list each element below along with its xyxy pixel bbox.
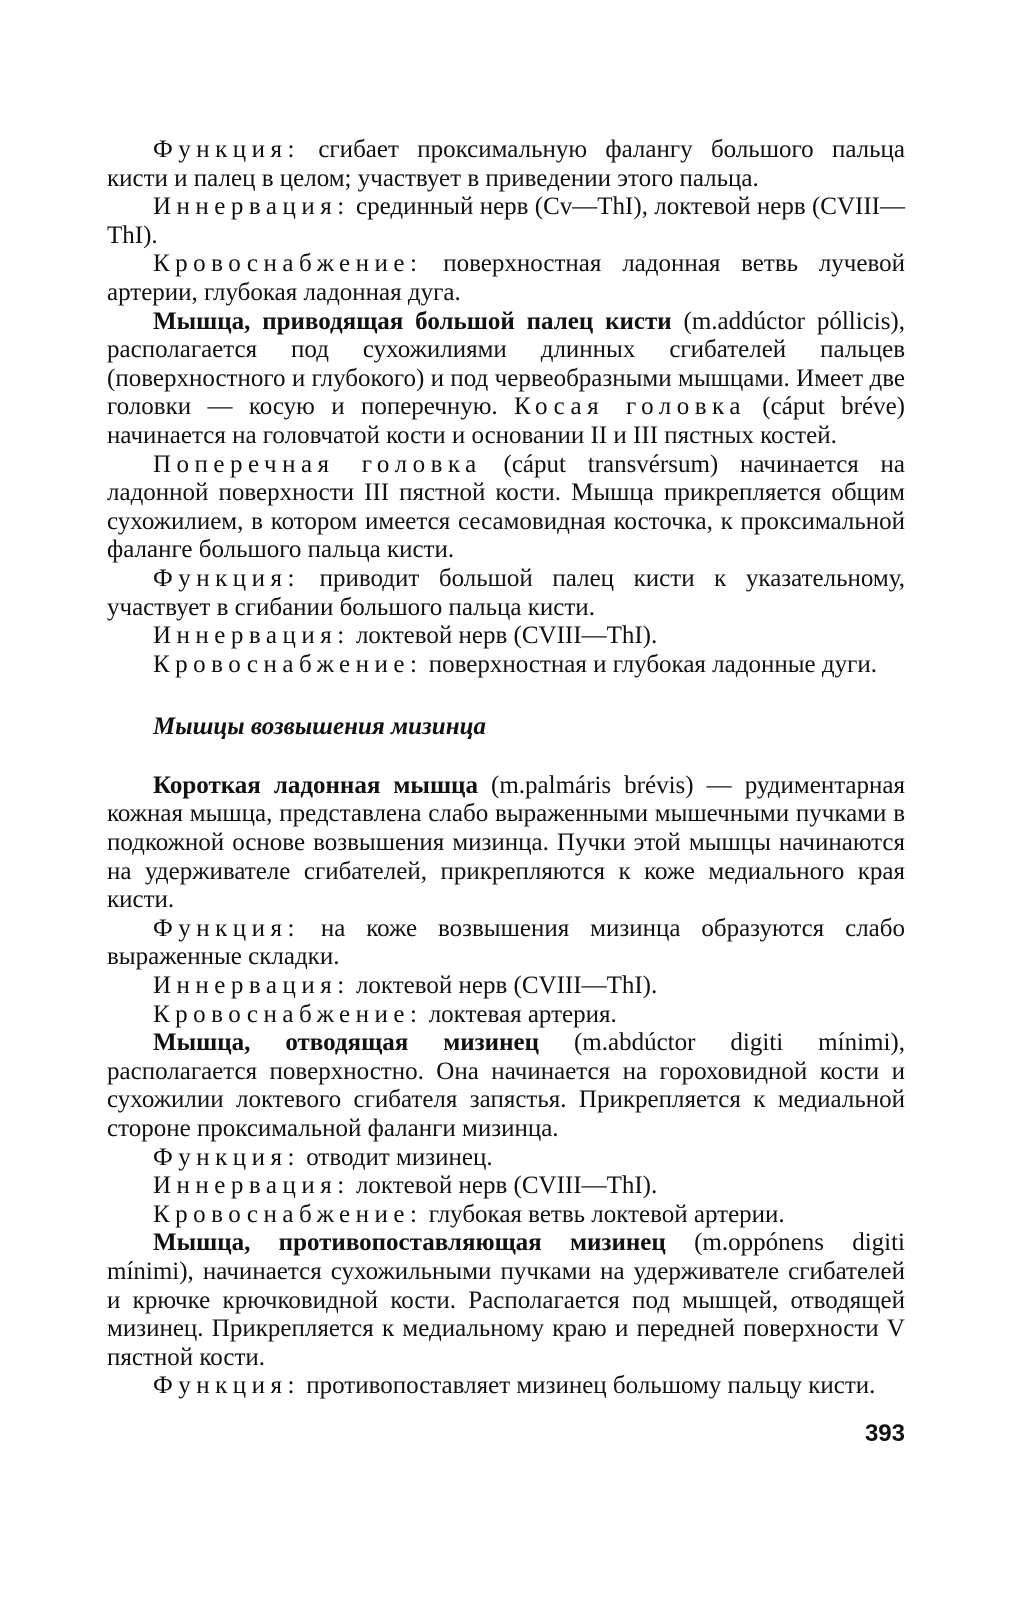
paragraph-text: (m.abdúctor digiti mínimi), располагается поверхностно. Она начинается на гороховидной кости и сухожилии локтевого сгибателя запястья. Прикрепляется к медиальной стороне проксимальной фаланги мизинца. [107,1029,905,1142]
paragraph-text: локтевая артерия. [422,1000,617,1028]
paragraph-text: приводит большой палец кисти к указательному, участвует в сгибании большого пальца кисти. [107,564,905,621]
paragraph-text: локтевой нерв (CVIII—ThI). [349,1172,658,1200]
paragraph-label: Поперечная головка [153,450,482,478]
paragraph-label: Функция: [153,136,300,163]
paragraph-text-continued: (cáput bréve) начинается на головчатой кости и основании II и III пястных костей. [107,393,905,449]
paragraph-label: Функция: [153,1143,300,1171]
muscle-name: Мышца, противопоставляющая мизинец [153,1229,666,1257]
page-number: 393 [864,1420,905,1447]
muscle-name: Мышца, приводящая большой палец кисти [153,307,672,335]
paragraph-text: локтевой нерв (CVIII—ThI). [349,972,658,1000]
paragraph-label: Кровоснабжение: [153,1200,423,1228]
paragraph-text: срединный нерв (Cv—ThI), локтевой нерв (CVIII—ThI). [107,193,905,249]
paragraph-text: (m.palmáris brévis) — рудиментарная кожная мышца, представлена слабо выраженными мышечными пучками в подкожной основе возвышения мизинца. Пучки этой мышцы начинаются на удерживателе сгибателей, прикрепляются к коже медиального края кисти. [107,771,905,914]
paragraph-text: отводит мизинец. [299,1143,493,1171]
paragraph-label: Функция: [153,1372,300,1400]
paragraph-label: Кровоснабжение: [153,1000,423,1028]
paragraph-label: Иннервация: [153,193,350,221]
paragraph-label: Иннервация: [153,1172,350,1200]
paragraph-palmaris-brevis [107,772,905,915]
paragraph-label: Кровоснабжение: [153,650,423,678]
paragraph-text: противопоставляет мизинец большому пальцу кисти. [299,1372,876,1400]
paragraph-function-4 [107,1144,905,1173]
paragraph-label: Функция: [153,564,300,592]
paragraph-text: глубокая ветвь локтевой артерии. [422,1200,785,1228]
paragraph-text: на коже возвышения мизинца образуются слабо выраженные складки. [107,914,905,971]
paragraph-label: Кровоснабжение: [153,250,423,278]
paragraph-text: (cáput transvérsum) начинается на ладонной поверхности III пястной кости. Мышца прикрепляется общим сухожилием, в котором имеется сесамовидная косточка, к проксимальной фаланге большого пальца кисти. [107,450,906,564]
paragraph-label: Функция: [153,914,300,942]
paragraph-text: (m.addúctor póllicis), располагается под сухожилиями длинных сгибателей пальцев (поверхностного и глубокого) и под червеобразными мышцами. Имеет две головки — косую и поперечную. [107,307,906,421]
paragraph-text: поверхностная ладонная ветвь лучевой артерии, глубокая ладонная дуга. [107,250,905,306]
paragraph-blood-supply-2 [107,651,905,680]
paragraph-blood-supply-4 [107,1201,905,1230]
paragraph-blood-supply-3 [107,1001,905,1030]
paragraph-label: Иннервация: [153,972,350,1000]
paragraph-blood-supply-1 [107,250,905,307]
paragraph-function-1 [107,136,905,193]
paragraph-innervation-3 [107,972,905,1001]
paragraph-text: (m.oppónens digiti mínimi), начинается сухожильными пучками на удерживателе сгибателей и крючке крючковидной кости. Располагается под мышцей, отводящей мизинец. Прикрепляется к медиальному краю и передней поверхности V пястной кости. [107,1229,905,1371]
paragraph-spaced-term: Косая головка [514,393,746,421]
paragraph-opponens-digiti-minimi [107,1229,905,1372]
section-heading: Мышцы возвышения мизинца [153,713,486,741]
paragraph-function-2 [107,565,905,622]
paragraph-text: сгибает проксимальную фалангу большого пальца кисти и палец в целом; участвует в приведении этого пальца. [107,136,905,192]
paragraph-text: поверхностная и глубокая ладонные дуги. [422,650,877,678]
paragraph-innervation-4 [107,1172,905,1201]
paragraph-innervation-1 [107,193,905,250]
paragraph-adductor-pollicis [107,308,905,451]
paragraph-function-5 [107,1372,905,1401]
muscle-name: Мышца, отводящая мизинец [153,1029,539,1057]
page-body [107,136,905,1401]
paragraph-innervation-2 [107,622,905,651]
paragraph-transverse-head [107,451,905,565]
paragraph-function-3 [107,915,905,972]
paragraph-label: Иннервация: [153,622,350,650]
muscle-name: Короткая ладонная мышца [153,771,478,799]
paragraph-abductor-digiti-minimi [107,1029,905,1143]
paragraph-text: локтевой нерв (CVIII—ThI). [349,622,658,650]
